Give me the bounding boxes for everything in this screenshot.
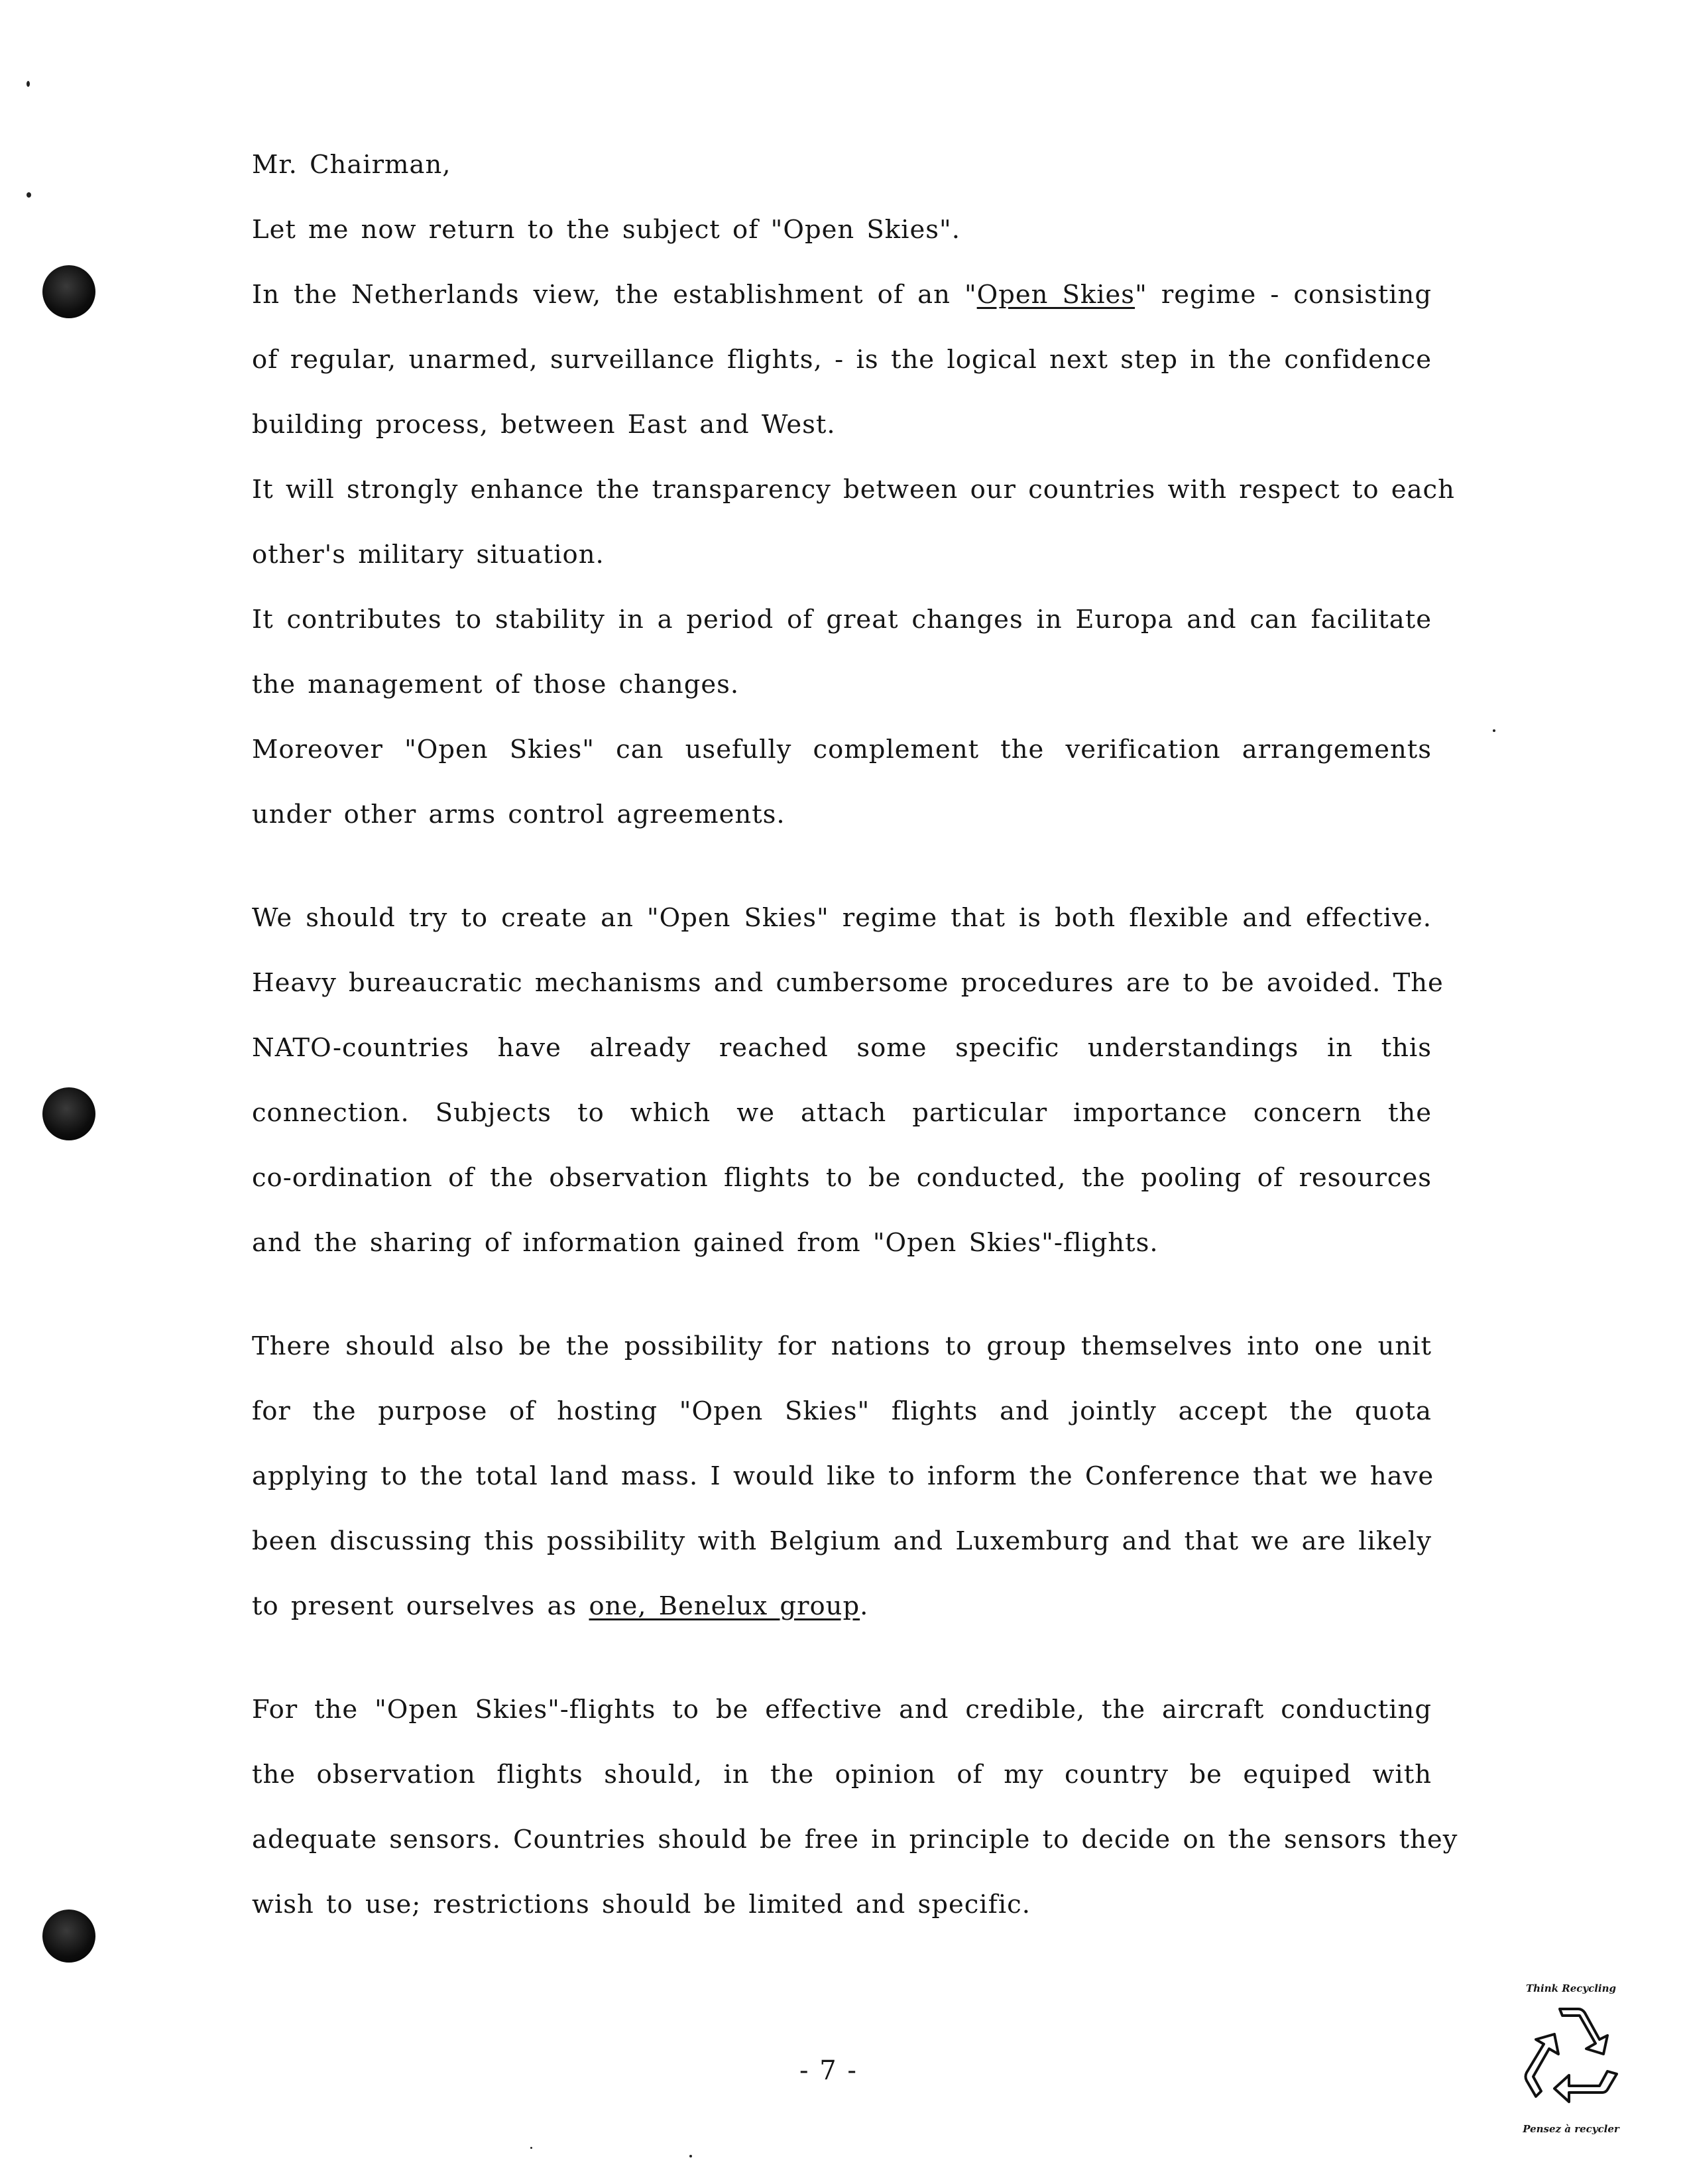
salutation: Mr. Chairman, [252,150,451,180]
text-segment: In the Netherlands view, the establishment of an " [252,280,977,310]
paragraph-netherlands-view [252,263,1432,457]
text-line: It will strongly enhance the transparency between our countries with respect to each [252,475,1455,505]
text-line: It contributes to stability in a period of great changes in Europa and can facilitate [252,605,1432,635]
text-line: adequate sensors. Countries should be free in principle to decide on the sensors they [252,1825,1458,1854]
logo-top-text: Think Recycling [1525,1982,1617,1994]
paragraph-gap [252,847,1432,886]
text-line: building process, between East and West. [252,410,836,440]
punch-hole-bottom [42,1910,95,1963]
punch-hole-top [42,265,95,318]
page-number: - 7 - [799,2055,858,2086]
text-segment: to present ourselves as [252,1591,589,1621]
scan-speck [27,81,30,87]
text-segment: " regime - consisting [1135,280,1432,310]
logo-bottom-text: Pensez à recycler [1523,2123,1619,2135]
text-line: NATO-countries have already reached some specific understandings in this [252,1033,1432,1063]
text-line: There should also be the possibility for nations to group themselves into one unit [252,1331,1432,1361]
paragraph-transparency [252,457,1455,587]
scan-speck [530,2147,532,2149]
text-line: connection. Subjects to which we attach particular importance concern the [252,1098,1432,1128]
text-line: the observation flights should, in the opinion of my country be equiped with [252,1760,1432,1790]
text-line: co-ordination of the observation flights to be conducted, the pooling of resources [252,1163,1432,1193]
paragraph-return-to-subject: Let me now return to the subject of "Open Skies". [252,215,960,245]
paragraph-verification [252,717,1432,847]
text-line: Heavy bureaucratic mechanisms and cumbersome procedures are to be avoided. The [252,968,1444,998]
paragraph-gap [252,1276,1432,1314]
letter-body [252,133,1458,1937]
text-line: under other arms control agreements. [252,800,785,829]
text-line: been discussing this possibility with Belgium and Luxemburg and that we are likely [252,1526,1432,1556]
underlined-text: Open Skies [976,280,1135,310]
text-line [252,263,1432,328]
text-line: of regular, unarmed, surveillance flights, - is the logical next step in the confidence [252,345,1432,375]
text-segment: . [860,1591,869,1621]
recycling-logo [1505,1982,1637,2142]
text-line: We should try to create an "Open Skies" regime that is both flexible and effective. [252,903,1432,933]
underlined-text: one, Benelux group [589,1591,860,1621]
scan-speck [1493,729,1495,732]
text-line: For the "Open Skies"-flights to be effective and credible, the aircraft conducting [252,1695,1432,1725]
recycle-icon [1521,2002,1621,2118]
scan-speck [27,192,31,198]
text-line: wish to use; restrictions should be limited and specific. [252,1890,1031,1919]
paragraph-group-unit [252,1314,1432,1639]
text-line: and the sharing of information gained from "Open Skies"-flights. [252,1228,1159,1258]
paragraph-stability [252,587,1432,717]
text-line: other's military situation. [252,540,605,570]
text-line: for the purpose of hosting "Open Skies" flights and jointly accept the quota [252,1396,1432,1426]
text-line: applying to the total land mass. I would like to inform the Conference that we have [252,1461,1434,1491]
punch-hole-middle [42,1087,95,1140]
text-line: the management of those changes. [252,670,740,699]
text-line [252,1574,1432,1639]
text-line: Moreover "Open Skies" can usefully complement the verification arrangements [252,735,1432,764]
paragraph-sensors [252,1677,1458,1937]
paragraph-flexible-regime [252,886,1444,1276]
scan-speck [689,2155,692,2157]
paragraph-gap [252,1639,1432,1677]
